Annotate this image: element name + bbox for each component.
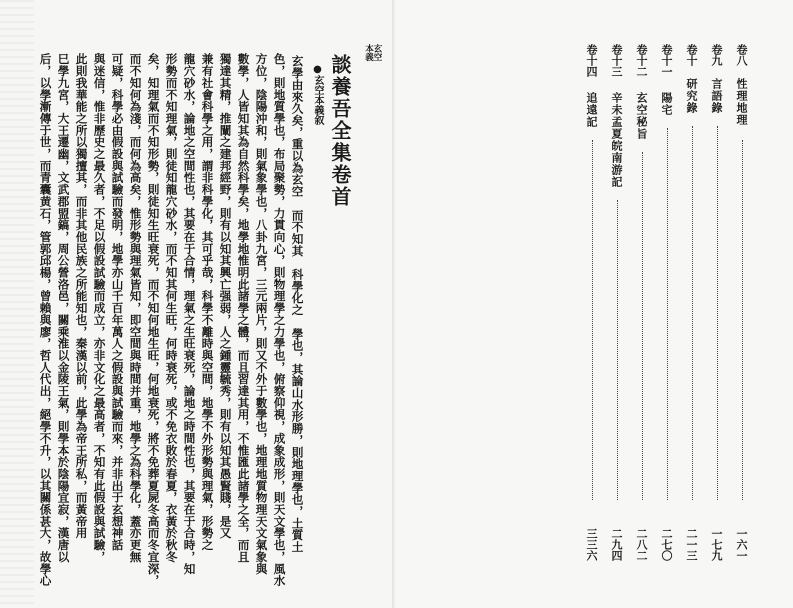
toc-leader-dots [592, 140, 594, 500]
toc-leader-dots [717, 126, 719, 500]
toc-volume: 卷十 [685, 44, 698, 66]
body-column-13: 此則我華能之所以獨擅其，而非其他民族之所能知也，秦漢以前，此學為帝王所私，而黃帝用 [74, 53, 89, 539]
toc-volume: 卷十二 [635, 44, 648, 77]
toc-volume: 卷十三 [610, 44, 623, 77]
toc-leader-dots [667, 128, 669, 500]
body-column-14: 巳學九宮，大王遷幽，文武郡盟鎬，周公營洛邑，關乘淮以金陵王氣，則學本於陰陽宜寂，漢唐以 [56, 53, 71, 563]
toc-leader-dots [617, 200, 619, 500]
toc-leader-dots [642, 152, 644, 500]
body-column-1: 玄學由來久矣，重以為玄空 而不知其 科學化之 學也，其論山水形勝，則地理學也，土質土 [290, 55, 305, 553]
left-page [0, 0, 395, 608]
toc-leader-dots [742, 140, 744, 500]
body-column-4: 數學，人皆知其為自然科學矣，地學地惟明此諸學之體，而且習達其用，不惟匯此諸學之全，而且 [236, 53, 251, 563]
toc-page-number: 三三六 [585, 528, 598, 561]
toc-title: 陽宅 [660, 92, 673, 116]
body-column-11: 可疑，科學必由假設與試驗而發明，地學亦山千百年萬人之假設與試驗而來，并非出于玄想神話 [110, 53, 125, 551]
right-page [395, 0, 793, 608]
toc-title: 性理地理 [735, 78, 748, 126]
toc-page-number: 二一三 [685, 528, 698, 561]
body-column-12: 與迷信，惟非歷史之最久者，不足以假設試驗而成立，亦非文化之最高者，不知有此假設與試驗， [92, 53, 107, 563]
body-column-7: 龍穴砂水，論地之空間性也，其要在于合情，理氣之生旺衰死，論地之時間性也，其要在于合時，知 [182, 53, 197, 575]
page-title: 談養吾全集卷首 [328, 54, 352, 208]
body-column-2: 色，則地質學也，布局聚勢，力貫向心，則物理學之力學也，俯察仰視，成象成形，則天文學也，風水 [272, 53, 287, 587]
toc-volume: 卷九 [710, 44, 723, 66]
body-column-8: 形勢而不知理氣，則徒知龍穴砂水，而不知其何生旺，何時衰死，或不免衣敗於春夏，衣黃於秋冬 [164, 53, 179, 563]
body-column-9: 矣，知理氣而不知形勢，則徒知生旺衰死，而不知何地生旺，何地衰死，將不免葬夏屍冬高而冬宜深， [146, 53, 161, 587]
body-column-3: 方位，陰陽沖和，則氣象學也，八卦九宮，三元兩片，則又不外于數學也，地理地質物理天文氣象與 [254, 53, 269, 575]
toc-title: 言語錄 [710, 78, 723, 114]
toc-page-number: 二八二 [635, 528, 648, 561]
body-column-6: 兼有社會科學之用，謂非科學化，其可乎哉，科學不離時與空間，地學不外形勢與理氣，形勢之 [200, 53, 215, 551]
toc-page-number: 一七九 [710, 528, 723, 561]
body-column-10: 而不知何為淺，而何為高矣，惟形勢與理氣皆知，即空間與時間并重，地學之為科學化，蓋亦更無 [128, 53, 143, 563]
section-heading: ●玄空本義叙 [312, 64, 323, 125]
scan-edge-shadow [0, 0, 34, 608]
body-column-5: 獨達其精，推闡之建邦經野，則有以知其興亡强弱，人之鍾靈毓秀，則有以知其愚賢賤，是又 [218, 53, 233, 539]
side-label: 玄空 本義 [363, 44, 382, 61]
toc-title: 辛未孟夏皖南游記 [610, 92, 623, 188]
toc-volume: 卷十一 [660, 44, 673, 77]
toc-page-number: 一六一 [735, 528, 748, 561]
toc-title: 追遠記 [585, 92, 598, 128]
toc-page-number: 二九四 [610, 528, 623, 561]
toc-page-number: 二七〇 [660, 528, 673, 561]
body-column-15: 后，以學漸傳于世，而青囊黄石，管郭邱楊，曾賴與廖，哲人代出，絕學不升，以其關係甚大，故學心 [38, 53, 53, 587]
toc-volume: 卷十四 [585, 44, 598, 77]
toc-title: 玄空秘旨 [635, 92, 648, 140]
toc-leader-dots [692, 126, 694, 500]
toc-volume: 卷八 [735, 44, 748, 66]
toc-title: 研究錄 [685, 78, 698, 114]
